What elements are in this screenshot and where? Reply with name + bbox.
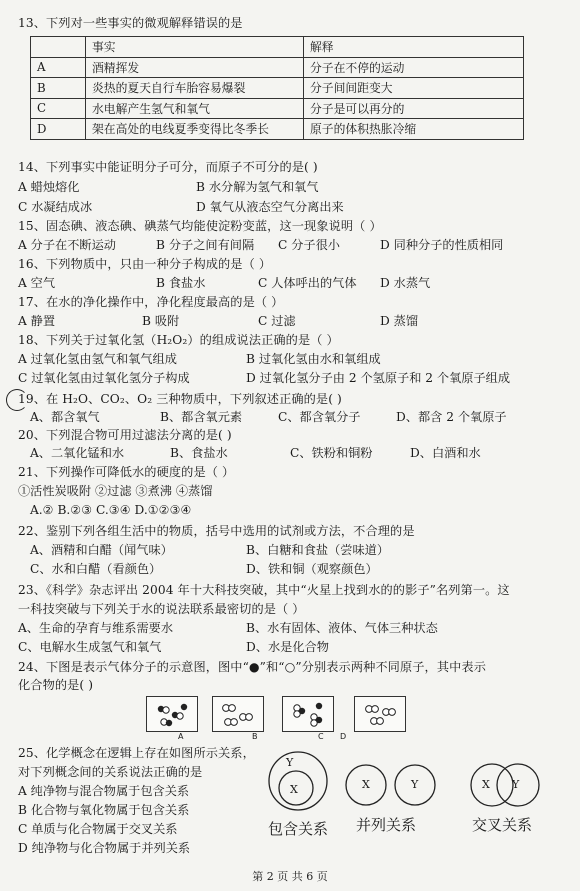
q16-option-b: B 食盐水	[156, 276, 206, 290]
q19-stem: 19、在 H₂O、CO₂、O₂ 三种物质中，下列叙述正确的是( )	[18, 392, 342, 406]
q17-option-d: D 蒸馏	[380, 314, 419, 328]
q15-option-b: B 分子之间有间隔	[156, 238, 255, 252]
table-cell: 架在高处的电线夏季变得比冬季长	[86, 119, 304, 140]
q21-stem: 21、下列操作可降低水的硬度的是（ ）	[18, 465, 235, 479]
q13-stem: 13、下列对一些事实的微观解释错误的是	[18, 16, 243, 30]
q20-option-a: A、二氧化锰和水	[30, 446, 125, 460]
table-cell	[31, 37, 86, 58]
molecule-diagram-d	[355, 697, 405, 731]
venn-parallel-y: Y	[411, 778, 419, 791]
q23-stem-cont: 一科技突破与下列关于水的说法联系最密切的是（ ）	[18, 602, 305, 616]
molecule-label-a: A	[178, 732, 184, 741]
q17-option-a: A 静置	[18, 314, 56, 328]
q17-option-b: B 吸附	[142, 314, 180, 328]
q15-stem: 15、固态碘、液态碘、碘蒸气均能使淀粉变蓝，这一现象说明（ ）	[18, 219, 382, 233]
venn-parallel-diagram	[344, 760, 440, 810]
venn-contain-diagram	[260, 748, 340, 818]
q20-option-d: D、白酒和水	[410, 446, 481, 460]
q14-option-b: B 水分解为氢气和氧气	[196, 180, 319, 194]
table-row	[31, 98, 524, 119]
table-cell: 分子间间距变大	[304, 78, 524, 99]
q15-option-a: A 分子在不断运动	[18, 238, 116, 252]
table-cell: A	[31, 57, 86, 78]
molecule-diagram-a	[147, 697, 197, 731]
table-header-explanation: 解释	[304, 37, 524, 58]
q22-option-b: B、白糖和食盐（尝味道）	[246, 543, 390, 557]
table-cell: C	[31, 98, 86, 119]
molecule-diagram-c	[283, 697, 333, 731]
q18-option-b: B 过氧化氢由水和氧组成	[246, 352, 381, 366]
q16-stem: 16、下列物质中，只由一种分子构成的是（ ）	[18, 257, 272, 271]
q19-option-c: C、都含氧分子	[278, 410, 361, 424]
label-contain-relation: 包含关系	[268, 820, 329, 838]
q14-option-c: C 水凝结成冰	[18, 200, 93, 214]
q16-option-d: D 水蒸气	[380, 276, 431, 290]
table-cell: D	[31, 119, 86, 140]
q23-stem: 23、《科学》杂志评出 2004 年十大科技突破，其中“火星上找到水的的影子”名列第一。这	[18, 583, 510, 597]
molecule-box-a	[146, 696, 198, 732]
table-cell: 分子在不停的运动	[304, 57, 524, 78]
molecule-box-b	[212, 696, 264, 732]
q15-option-d: D 同种分子的性质相同	[380, 238, 504, 252]
molecule-label-b: B	[252, 732, 258, 741]
q21-options: A.② B.②③ C.③④ D.①②③④	[30, 503, 192, 517]
label-intersect-relation: 交叉关系	[472, 816, 533, 834]
q22-option-d: D、铁和铜（观察颜色）	[246, 562, 378, 576]
page-footer: 第 2 页 共 6 页	[252, 870, 328, 883]
molecule-box-c	[282, 696, 334, 732]
q20-option-c: C、铁粉和铜粉	[290, 446, 373, 460]
q23-option-a: A、生命的孕育与维系需要水	[18, 621, 174, 635]
q18-option-d: D 过氧化氢分子由 2 个氢原子和 2 个氧原子组成	[246, 371, 511, 385]
q20-stem: 20、下列混合物可用过滤法分离的是( )	[18, 428, 232, 442]
q23-option-b: B、水有固体、液体、气体三种状态	[246, 621, 438, 635]
table-row	[31, 57, 524, 78]
q23-option-c: C、电解水生成氢气和氧气	[18, 640, 162, 654]
q14-option-d: D 氧气从液态空气分离出来	[196, 200, 344, 214]
label-parallel-relation: 并列关系	[356, 816, 417, 834]
venn-contain-x: X	[290, 783, 298, 796]
q17-option-c: C 过滤	[258, 314, 296, 328]
q23-option-d: D、水是化合物	[246, 640, 329, 654]
table-cell: B	[31, 78, 86, 99]
q18-stem: 18、下列关于过氧化氢（H₂O₂）的组成说法正确的是（ ）	[18, 333, 339, 347]
q16-option-c: C 人体呼出的气体	[258, 276, 357, 290]
q19-option-d: D、都含 2 个氧原子	[396, 410, 507, 424]
q14-stem: 14、下列事实中能证明分子可分，而原子不可分的是( )	[18, 160, 318, 174]
table-header-fact: 事实	[86, 37, 304, 58]
table-cell: 水电解产生氢气和氧气	[86, 98, 304, 119]
q18-option-a: A 过氧化氢由氢气和氧气组成	[18, 352, 177, 366]
q14-option-a: A 蜡烛熔化	[18, 180, 80, 194]
q25-option-a: A 纯净物与混合物属于包含关系	[18, 784, 190, 798]
q16-option-a: A 空气	[18, 276, 56, 290]
q25-option-b: B 化合物与氧化物属于包含关系	[18, 803, 190, 817]
table-cell: 炎热的夏天自行车胎容易爆裂	[86, 78, 304, 99]
q25-stem-cont: 对下列概念间的关系说法正确的是	[18, 765, 203, 779]
q17-stem: 17、在水的净化操作中，净化程度最高的是（ ）	[18, 295, 284, 309]
venn-intersect-diagram	[464, 760, 546, 810]
venn-intersect-x: X	[482, 778, 490, 791]
table-row	[31, 119, 524, 140]
q24-stem: 24、下图是表示气体分子的示意图，图中“●”和“○”分别表示两种不同原子，其中表示	[18, 660, 486, 674]
q19-option-b: B、都含氧元素	[160, 410, 243, 424]
q20-option-b: B、食盐水	[170, 446, 228, 460]
venn-contain-y: Y	[286, 756, 294, 769]
q25-stem: 25、化学概念在逻辑上存在如图所示关系，	[18, 746, 255, 760]
table-row	[31, 37, 524, 58]
q19-option-a: A、都含氧气	[30, 410, 100, 424]
q25-option-c: C 单质与化合物属于交叉关系	[18, 822, 178, 836]
table-cell: 分子是可以再分的	[304, 98, 524, 119]
q15-option-c: C 分子很小	[278, 238, 340, 252]
q24-stem-cont: 化合物的是( )	[18, 678, 94, 692]
molecule-label-d: D	[340, 732, 347, 741]
table-cell: 酒精挥发	[86, 57, 304, 78]
table-cell: 原子的体积热胀冷缩	[304, 119, 524, 140]
q22-option-a: A、酒精和白醋（闻气味）	[30, 543, 173, 557]
molecule-box-d	[354, 696, 406, 732]
table-row	[31, 78, 524, 99]
q22-option-c: C、水和白醋（看颜色）	[30, 562, 162, 576]
molecule-diagram-b	[213, 697, 263, 731]
venn-parallel-x: X	[362, 778, 370, 791]
q25-option-d: D 纯净物与化合物属于并列关系	[18, 841, 191, 855]
q21-items: ①活性炭吸附 ②过滤 ③煮沸 ④蒸馏	[18, 484, 213, 498]
q18-option-c: C 过氧化氢由过氧化氢分子构成	[18, 371, 190, 385]
venn-intersect-y: Y	[512, 778, 520, 791]
molecule-label-c: C	[318, 732, 324, 741]
q13-table	[30, 36, 524, 140]
q22-stem: 22、鉴别下列各组生活中的物质，括号中选用的试剂或方法，不合理的是	[18, 524, 415, 538]
